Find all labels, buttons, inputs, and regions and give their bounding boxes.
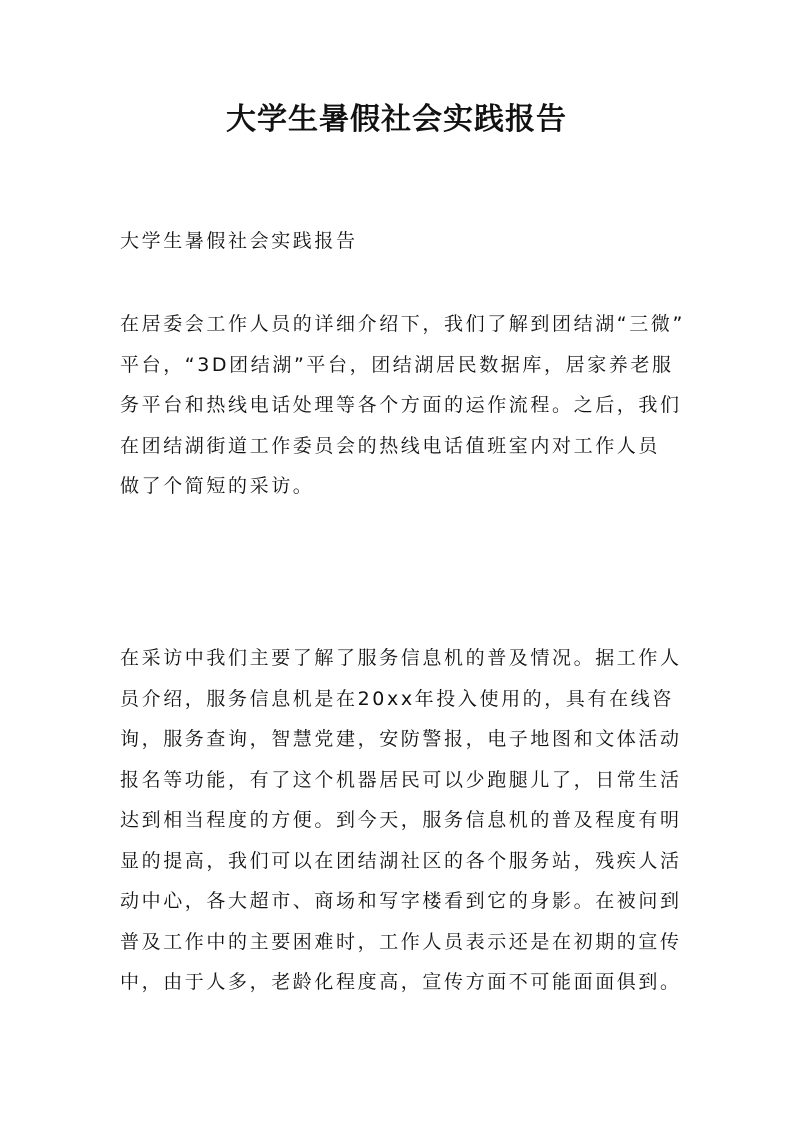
paragraph-line: 中，由于人多，老龄化程度高，宣传方面不可能面面俱到。 <box>120 971 682 993</box>
paragraph-line: 显的提高，我们可以在团结湖社区的各个服务站，残疾人活 <box>120 849 682 872</box>
paragraph-line: 达到相当程度的方便。到今天，服务信息机的普及程度有明 <box>120 809 682 831</box>
document-subtitle: 大学生暑假社会实践报告 <box>120 230 358 252</box>
paragraph-2 <box>120 638 680 1003</box>
paragraph-line: 询，服务查询，智慧党建，安防警报，电子地图和文体活动 <box>120 728 682 750</box>
paragraph-line: 做了个简短的采访。 <box>120 475 315 497</box>
paragraph-line: 平台，“3D团结湖”平台，团结湖居民数据库，居家养老服 <box>120 353 674 376</box>
paragraph-line: 在居委会工作人员的详细介绍下，我们了解到团结湖“三微” <box>120 313 685 335</box>
paragraph-line: 在团结湖街道工作委员会的热线电话值班室内对工作人员 <box>120 434 661 457</box>
paragraph-line: 员介绍，服务信息机是在20xx年投入使用的，具有在线咨 <box>120 687 674 710</box>
paragraph-1 <box>120 304 685 507</box>
paragraph-line: 在采访中我们主要了解了服务信息机的普及情况。据工作人 <box>120 647 682 669</box>
paragraph-line: 报名等功能，有了这个机器居民可以少跑腿儿了，日常生活 <box>120 768 682 791</box>
paragraph-line: 普及工作中的主要困难时，工作人员表示还是在初期的宣传 <box>120 930 682 953</box>
paragraph-line: 务平台和热线电话处理等各个方面的运作流程。之后，我们 <box>120 394 682 416</box>
document-title: 大学生暑假社会实践报告 <box>226 102 567 137</box>
paragraph-line: 动中心，各大超市、商场和写字楼看到它的身影。在被问到 <box>120 890 682 912</box>
